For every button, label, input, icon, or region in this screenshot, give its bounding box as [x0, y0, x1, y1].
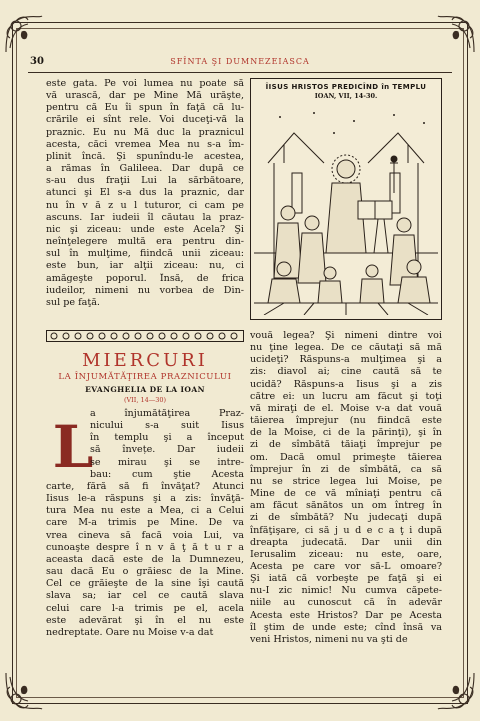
- page-header: [28, 56, 452, 73]
- text-line: înfăţişare, ci să j u d e c a ţ i după: [250, 524, 442, 536]
- text-line: este bun, iar alţii ziceau: nu, ci: [46, 260, 244, 272]
- text-line: am făcut sănătos un om întreg în: [250, 500, 442, 512]
- text-line: aceasta dacă este de la Dumnezeu,: [46, 553, 244, 565]
- text-line: se mirau şi se intre-: [90, 456, 244, 468]
- text-line: iudeilor, nimeni nu vorbea de Din-: [46, 284, 244, 296]
- text-line: îl ştim de unde este; cînd însă va: [250, 621, 442, 633]
- text-line: zis: diavol ai; cine caută să te: [250, 366, 442, 378]
- text-line: Mine de ce vă mîniaţi pentru că: [250, 488, 442, 500]
- text-line: Ierusalim ziceau: nu este, oare,: [250, 548, 442, 560]
- illustration-jesus-preaching: [250, 78, 442, 320]
- text-line: Acesta este Hristos? Dar pe Acesta: [250, 609, 442, 621]
- text-line: cunoaşte despre î n v ă ţ ă t u r a: [46, 541, 244, 553]
- text-line: sul pe faţă.: [46, 296, 100, 308]
- engraving-image: [254, 103, 438, 315]
- text-line: ucideţi? Răspuns-a mulţimea şi a: [250, 354, 442, 366]
- section-subtitle: LA ÎNJUMĂTĂŢIREA PRAZNICULUI: [58, 372, 232, 382]
- text-line: Iisus le-a răspuns şi a zis: învăţă-: [46, 493, 244, 505]
- text-line: de la Moise, ci de la părinţi), şi în: [250, 427, 442, 439]
- text-line: s-au dus fraţii Lui la sărbătoare,: [46, 175, 244, 187]
- text-line: celui care l-a trimis pe el, acela: [46, 602, 244, 614]
- text-line: acesta, căci vremea Mea nu s-a îm-: [46, 138, 244, 150]
- text-line: amăgeşte poporul. Însă, de frica: [46, 272, 244, 284]
- page-number: 30: [30, 56, 44, 67]
- text-line: este gata. Pe voi lumea nu poate să: [46, 78, 244, 89]
- text-line: care M-a trimis pe Mine. De va: [46, 517, 244, 529]
- corner-ornament-icon: [2, 669, 46, 713]
- gospel-heading: EVANGHELIA DE LA IOAN: [85, 385, 205, 394]
- text-line: plinit încă. Şi spunîndu-le acestea,: [46, 150, 244, 162]
- text-column-left-top: [46, 78, 244, 309]
- text-line: sul în mulţime, fiindcă unii ziceau:: [46, 248, 244, 260]
- text-line: Cel ce grăieşte de la sine îşi caută: [46, 578, 244, 590]
- text-line: sau dacă Eu o grăiesc de la Mine.: [46, 566, 244, 578]
- text-line: zi de sîmbătă tăiaţi împrejur pe: [250, 439, 442, 451]
- text-line: dreapta judecată. Dar unii din: [250, 536, 442, 548]
- text-line: în templu şi a început: [90, 432, 244, 444]
- text-line: a înjumătăţirea Praz-: [90, 408, 244, 419]
- section-title: MIERCURI: [82, 350, 208, 371]
- text-line: ascuns. Iar iudeii îl căutau la praz-: [46, 211, 244, 223]
- text-line: veni Hristos, nimeni nu va şti de: [250, 633, 408, 645]
- illustration-caption: ÎISUS HRISTOS PREDICÎND în TEMPLU: [265, 83, 427, 91]
- corner-ornament-icon: [434, 669, 478, 713]
- text-line: Şi iată că vorbeşte pe faţă şi ei: [250, 573, 442, 585]
- text-line: atunci şi El s-a dus la praznic, dar: [46, 187, 244, 199]
- text-line: tura Mea nu este a Mea, ci a Celui: [46, 505, 244, 517]
- text-line: nic şi ziceau: unde este Acela? Şi: [46, 223, 244, 235]
- text-line: a rămas în Galileea. Dar după ce: [46, 163, 244, 175]
- text-line: crările ei sînt rele. Voi duceţi-vă la: [46, 114, 244, 126]
- text-line: nu ţine legea. De ce căutaţi să mă: [250, 342, 442, 354]
- text-line: carte, fără să fi învăţat? Atunci: [46, 480, 244, 492]
- text-line: nedreptate. Oare nu Moise v-a dat: [46, 626, 214, 638]
- text-line: zi de sîmbătă? Nu judecaţi după: [250, 512, 442, 524]
- text-column-right: [250, 330, 442, 646]
- ornamental-divider: [46, 330, 244, 342]
- drop-cap-letter: L: [52, 413, 94, 481]
- corner-ornament-icon: [434, 12, 478, 56]
- text-line: niile au cunoscut că în adevăr: [250, 597, 442, 609]
- text-line: vă miraţi de el. Moise v-a dat vouă: [250, 402, 442, 414]
- text-line: bau: cum ştie Acesta: [90, 468, 244, 480]
- text-line: vouă legea? Şi nimeni dintre voi: [250, 330, 442, 341]
- gospel-reference: (VII, 14—30): [123, 396, 167, 404]
- corner-ornament-icon: [2, 12, 46, 56]
- running-title: SFÎNTA ŞI DUMNEZEIASCA: [170, 57, 310, 66]
- text-line: vrea cineva să facă voia Lui, va: [46, 529, 244, 541]
- text-line: neînţelegere multă era pentru din-: [46, 236, 244, 248]
- text-line: să învețe. Dar iudeii: [90, 444, 244, 456]
- text-line: este adevărat şi în el nu este: [46, 614, 244, 626]
- text-line: către ei: un lucru am făcut şi toţi: [250, 390, 442, 402]
- text-line: nicului s-a suit Iisus: [90, 420, 244, 432]
- text-line: Acesta pe care vor să-L omoare?: [250, 560, 442, 572]
- text-line: nu se strice legea lui Moise, pe: [250, 475, 442, 487]
- text-line: ucidă? Răspuns-a Iisus şi a zis: [250, 378, 442, 390]
- text-column-left-bottom: [46, 408, 244, 639]
- text-line: tăierea împrejur (nu fiindcă este: [250, 415, 442, 427]
- text-line: pentru că Eu îi spun în faţă că lu-: [46, 102, 244, 114]
- text-line: nu în v ă z u l tuturor, ci cam pe: [46, 199, 244, 211]
- text-line: slava sa; iar cel ce caută slava: [46, 590, 244, 602]
- text-line: om. Dacă omul primeşte tăierea: [250, 451, 442, 463]
- text-line: nu-I zic nimic! Nu cumva căpete-: [250, 585, 442, 597]
- text-line: împrejur în zi de sîmbătă, ca să: [250, 463, 442, 475]
- text-line: vă urască, dar pe Mine Mă urăşte,: [46, 90, 244, 102]
- text-line: praznic. Eu nu Mă duc la praznicul: [46, 126, 244, 138]
- illustration-reference: IOAN, VII, 14-30.: [314, 92, 378, 100]
